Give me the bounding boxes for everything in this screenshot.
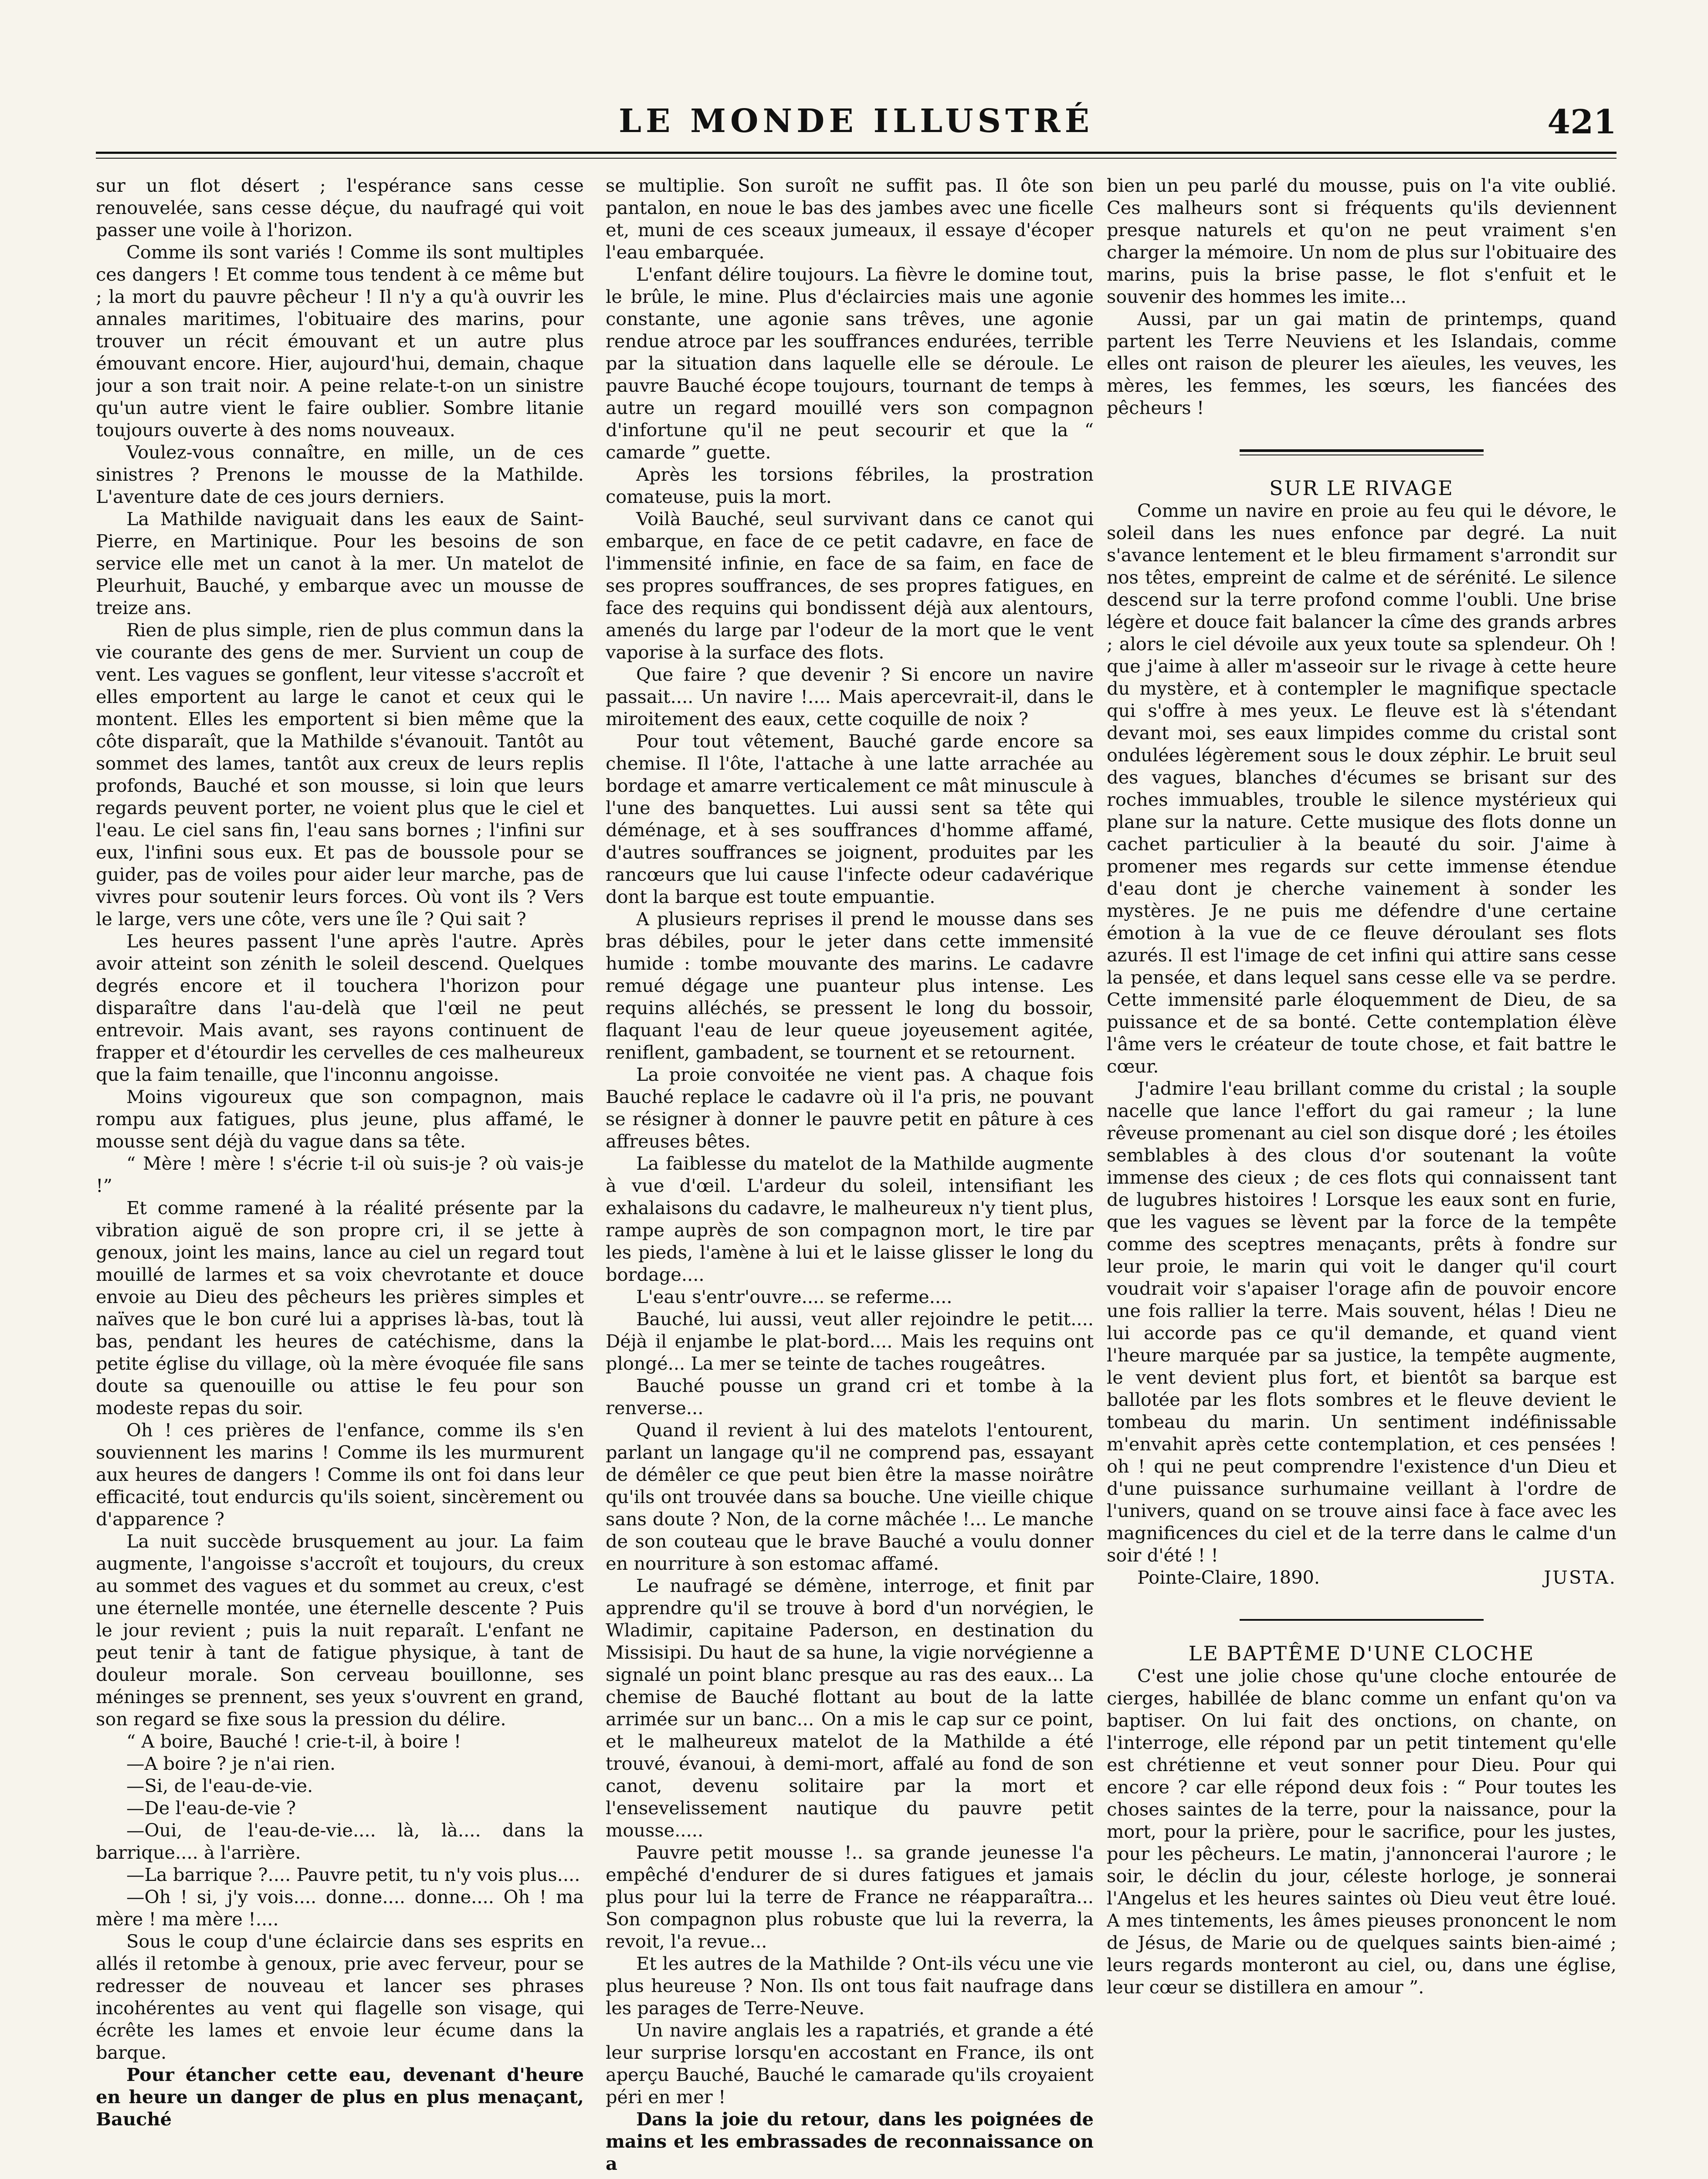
paragraph: Pour étancher cette eau, devenant d'heure en heure un danger de plus en plus menaçant, Bauché [96, 2064, 584, 2130]
column-2 [606, 174, 1094, 2179]
column-1 [96, 174, 584, 2179]
paragraph: bien un peu parlé du mousse, puis on l'a vite oublié. Ces malheurs sont si fréquents qu'ils deviennent presque naturels et qu'on ne peut vraiment s'en charger la mémoire. Un nom de plus sur l'obituaire des marins, puis la brise passe, le flot s'enfuit et le souvenir des hommes les imite... [1107, 175, 1616, 307]
section-separator [1240, 449, 1484, 455]
paragraph: Bauché, lui aussi, veut aller rejoindre le petit.... Déjà il enjambe le plat-bord.... Mais les requins ont plongé... La mer se teinte de taches rougeâtres. [606, 1308, 1094, 1374]
place-date: Pointe-Claire, 1890. [1137, 1567, 1320, 1588]
paragraph: Que faire ? que devenir ? Si encore un navire passait.... Un navire !.... Mais apercevrait-il, dans le miroitement des eaux, cette coquille de noix ? [606, 664, 1094, 730]
paragraph: A plusieurs reprises il prend le mousse dans ses bras débiles, pour le jeter dans cette immensité humide : tombe mouvante des marins. Le cadavre remué dégage une puanteur plus intense. Les requins alléchés, se pressent le long du bossoir, flaquant l'eau de leur queue joyeusement agitée, reniflent, gambadent, se tournent et se retournent. [606, 908, 1094, 1063]
paragraph: Rien de plus simple, rien de plus commun dans la vie courante des gens de mer. Survient un coup de vent. Les vagues se gonflent, leur vitesse s'accroît et elles emportent au large le canot et ceux qui le montent. Elles les emportent si bien même que la côte disparaît, que la Mathilde s'évanouit. Tantôt au sommet des lames, tantôt aux creux de leurs replis profonds, Bauché et son mousse, si loin que leurs regards peuvent porter, ne voient plus que le ciel et l'eau. Le ciel sans fin, l'eau sans bornes ; l'infini sur eux, l'infini sous eux. Et pas de boussole pour se guider, pas de voiles pour aider leur marche, pas de vivres pour soutenir leurs forces. Où vont ils ? Vers le large, vers une côte, vers une île ? Qui sait ? [96, 619, 584, 930]
paragraph: —La barrique ?.... Pauvre petit, tu n'y vois plus.... [126, 1864, 580, 1885]
page-number: 421 [1547, 102, 1616, 141]
paragraph: —Si, de l'eau-de-vie. [126, 1775, 313, 1796]
paragraph: L'enfant délire toujours. La fièvre le domine tout, le brûle, le mine. Plus d'éclaircies mais une agonie constante, une agonie sans trêves, une agonie rendue atroce par les souffrances endurées, terrible par la situation dans laquelle elle se déroule. Le pauvre Bauché écope toujours, tournant de temps à autre un regard mouillé vers son compagnon d'infortune qu'il ne peut secourir et que la “ camarde ” guette. [606, 264, 1094, 463]
paragraph: C'est une jolie chose qu'une cloche entourée de cierges, habillée de blanc comme un enfant qu'on va baptiser. On lui fait des onctions, on chante, on l'interroge, elle répond par un petit tintement qu'elle est chrétienne et veut sonner pour Dieu. Pour qui encore ? car elle répond deux fois : “ Pour toutes les choses saintes de la terre, pour la naissance, pour la mort, pour la prière, pour le sacrifice, pour les justes, pour les pêcheurs. Le matin, j'annoncerai l'aurore ; le soir, le déclin du jour, céleste horloge, je sonnerai l'Angelus et les heures saintes où Dieu veut être loué. A mes tintements, les âmes pieuses prononcent le nom de Jésus, de Marie ou de quelques saints bien-aimé ; leurs regards monteront au ciel, ou, dans une église, leur cœur se distillera en amour ”. [1107, 1665, 1616, 1998]
author-signature: JUSTA. [1544, 1567, 1616, 1588]
paragraph: Pour tout vêtement, Bauché garde encore sa chemise. Il l'ôte, l'attache à une latte arrachée au bordage et amarre verticalement ce mât minuscule à l'une des banquettes. Lui aussi sent sa tête qui déménage, et à ses souffrances d'homme affamé, d'autres souffrances se joignent, produites par les rancœurs que lui cause l'infecte odeur cadavérique dont la barque est toute empuantie. [606, 730, 1094, 907]
paragraph: —Oh ! si, j'y vois.... donne.... donne.... Oh ! ma mère ! ma mère !.... [96, 1886, 584, 1930]
paragraph: L'eau s'entr'ouvre.... se referme.... [636, 1286, 952, 1307]
paragraph: La proie convoitée ne vient pas. A chaque fois Bauché replace le cadavre où il l'a pris, ne pouvant se résigner à donner le pauvre petit en pâture à ces affreuses bêtes. [606, 1064, 1094, 1152]
paragraph: Pauvre petit mousse !.. sa grande jeunesse l'a empêché d'endurer de si dures fatigues et jamais plus pour lui la terre de France ne réapparaîtra... Son compagnon plus robuste que lui la reverra, la revoit, l'a revue... [606, 1842, 1094, 1952]
paragraph: “ Mère ! mère ! s'écrie t-il où suis-je ? où vais-je !” [96, 1153, 584, 1196]
paragraph: Un navire anglais les a rapatriés, et grande a été leur surprise lorsqu'en accostant en France, ils ont aperçu Bauché, Bauché le camarade qu'ils croyaient péri en mer ! [606, 2019, 1094, 2108]
header-rule [96, 152, 1616, 154]
paragraph: —Oui, de l'eau-de-vie.... là, là.... dans la barrique.... à l'arrière. [96, 1819, 584, 1863]
paragraph: Oh ! ces prières de l'enfance, comme ils s'en souviennent les marins ! Comme ils les murmurent aux heures de dangers ! Comme ils ont foi dans leur efficacité, tout endurcis qu'ils soient, sincèrement ou d'apparence ? [96, 1419, 584, 1530]
paragraph: La faiblesse du matelot de la Mathilde augmente à vue d'œil. L'ardeur du soleil, intensifiant les exhalaisons du cadavre, le malheureux n'y tient plus, rampe auprès de son compagnon mort, le tire par les pieds, l'amène à lui et le laisse glisser le long du bordage.... [606, 1153, 1094, 1285]
paragraph: Moins vigoureux que son compagnon, mais rompu aux fatigues, plus jeune, plus affamé, le mousse sent déjà du vague dans sa tête. [96, 1086, 584, 1152]
section-title-rivage: SUR LE RIVAGE [1269, 476, 1454, 500]
paragraph: Comme ils sont variés ! Comme ils sont multiples ces dangers ! Et comme tous tendent à ce même but ; la mort du pauvre pêcheur ! Il n'y a qu'à ouvrir les annales maritimes, l'obituaire des marins, pour trouver un récit émouvant et un autre plus émouvant encore. Hier, aujourd'hui, demain, chaque jour a son trait noir. A peine relate-t-on un sinistre qu'un autre vient le faire oublier. Sombre litanie toujours ouverte à des noms nouveaux. [96, 241, 584, 441]
page-header [96, 102, 1616, 150]
masthead-title: LE MONDE ILLUSTRÉ [618, 102, 1094, 140]
paragraph: Voilà Bauché, seul survivant dans ce canot qui embarque, en face de ce petit cadavre, en face de l'immensité infinie, en face de sa faim, en face de ses propres souffrances, de ses propres fatigues, en face des requins qui bondissent déjà aux alentours, amenés du large par l'odeur de la mort que le vent vaporise à la surface des flots. [606, 508, 1094, 663]
paragraph: —De l'eau-de-vie ? [126, 1797, 296, 1819]
paragraph: Voulez-vous connaître, en mille, un de ces sinistres ? Prenons le mousse de la Mathilde. L'aventure date de ces jours derniers. [96, 441, 584, 507]
paragraph: La nuit succède brusquement au jour. La faim augmente, l'angoisse s'accroît et toujours, du creux au sommet des vagues et du sommet au creux, c'est une éternelle montée, une éternelle descente ? Puis le jour revient ; puis la nuit reparaît. L'enfant ne peut tenir à tant de fatigue physique, à tant de douleur morale. Son cerveau bouillonne, ses méninges se prennent, ses yeux s'ouvrent en grand, son regard se fixe sous la pression du délire. [96, 1531, 584, 1730]
paragraph: Dans la joie du retour, dans les poignées de mains et les embrassades de reconnaissance on a [606, 2108, 1094, 2174]
paragraph: Bauché pousse un grand cri et tombe à la renverse... [606, 1375, 1094, 1419]
paragraph: se multiplie. Son suroît ne suffit pas. Il ôte son pantalon, en noue le bas des jambes avec une ficelle et, muni de ces sceaux jumeaux, il essaye d'écoper l'eau embarquée. [606, 175, 1094, 263]
paragraph: sur un flot désert ; l'espérance sans cesse renouvelée, sans cesse déçue, du naufragé qui voit passer une voile à l'horizon. [96, 175, 584, 241]
paragraph: Quand il revient à lui des matelots l'entourent, parlant un langage qu'il ne comprend pas, essayant de démêler ce que peut bien être la masse noirâtre qu'ils ont trouvée dans sa bouche. Une vieille chique sans doute ? Non, de la corne mâchée !... Le manche de son couteau que le brave Bauché a voulu donner en nourriture à son estomac affamé. [606, 1419, 1094, 1574]
section-title-cloche: LE BAPTÊME D'UNE CLOCHE [1188, 1642, 1535, 1665]
section-separator [1240, 1619, 1484, 1621]
header-rule-thin [96, 158, 1616, 159]
paragraph: “ A boire, Bauché ! crie-t-il, à boire ! [126, 1731, 461, 1752]
paragraph: Le naufragé se démène, interroge, et finit par apprendre qu'il se trouve à bord d'un norvégien, le Wladimir, capitaine Paderson, en destination du Missisipi. Du haut de sa hune, la vigie norvégienne a signalé un point blanc presque au ras des eaux... La chemise de Bauché flottant au bout de la latte arrimée sur un banc... On a mis le cap sur ce point, et le malheureux matelot de la Mathilde a été trouvé, évanoui, à demi-mort, affalé au fond de son canot, devenu solitaire par la mort et l'ensevelissement nautique du pauvre petit mousse..... [606, 1575, 1094, 1841]
column-3 [1107, 174, 1616, 2179]
paragraph: Après les torsions fébriles, la prostration comateuse, puis la mort. [606, 464, 1094, 507]
paragraph: —A boire ? je n'ai rien. [126, 1753, 336, 1774]
paragraph: Les heures passent l'une après l'autre. Après avoir atteint son zénith le soleil descend. Quelques degrés encore et il touchera l'horizon pour disparaître dans l'au-delà que l'œil ne peut entrevoir. Mais avant, ses rayons continuent de frapper et d'étourdir les cervelles de ces malheureux que la faim tenaille, que l'inconnu angoisse. [96, 930, 584, 1085]
paragraph: J'admire l'eau brillant comme du cristal ; la souple nacelle que lance l'effort du gai rameur ; la lune rêveuse promenant au ciel son disque doré ; les étoiles semblables à des clous d'or soutenant la voûte immense des cieux ; de ces flots qui connaissent tant de lugubres histoires ! Lorsque les eaux sont en furie, que les vagues se lèvent par la force de la tempête comme des sceptres menaçants, prêts à fondre sur leur proie, le marin qui voit le danger qu'il court voudrait voir s'apaiser l'orage afin de pouvoir encore une fois rallier la terre. Mais souvent, hélas ! Dieu ne lui accorde pas ce qu'il demande, et quand vient l'heure marquée par sa justice, la tempête augmente, le vent devient plus fort, et bientôt sa barque est ballotée par les flots sombres et le fleuve devient le tombeau du marin. Un sentiment indéfinissable m'envahit après cette contemplation, et ces pensées ! oh ! qui ne peut comprendre l'existence d'un Dieu et d'une puissance surhumaine veillant à l'ordre de l'univers, quand on se trouve ainsi face à face avec les magnificences du ciel et de la terre dans le calme d'un soir d'été ! ! [1107, 1078, 1616, 1566]
paragraph: Et comme ramené à la réalité présente par la vibration aiguë de son propre cri, il se jette à genoux, joint les mains, lance au ciel un regard tout mouillé de larmes et sa voix chevrotante et douce envoie au Dieu des pêcheurs les prières simples et naïves que le bon curé lui a apprises là-bas, tout là bas, pendant les heures de catéchisme, dans la petite église du village, où la mère évoquée file sans doute sa quenouille ou attise le feu pour son modeste repas du soir. [96, 1197, 584, 1419]
paragraph: La Mathilde naviguait dans les eaux de Saint-Pierre, en Martinique. Pour les besoins de son service elle met un canot à la mer. Un matelot de Pleurhuit, Bauché, y embarque avec un mousse de treize ans. [96, 508, 584, 618]
paragraph: Aussi, par un gai matin de printemps, quand partent les Terre Neuviens et les Islandais, comme elles ont raison de pleurer les aïeules, les veuves, les mères, les femmes, les sœurs, les fiancées des pêcheurs ! [1107, 308, 1616, 418]
paragraph: Et les autres de la Mathilde ? Ont-ils vécu une vie plus heureuse ? Non. Ils ont tous fait naufrage dans les parages de Terre-Neuve. [606, 1953, 1094, 2019]
paragraph: Sous le coup d'une éclaircie dans ses esprits en allés il retombe à genoux, prie avec ferveur, pour se redresser de nouveau et lancer ses phrases incohérentes au vent qui flagelle son visage, qui écrête les lames et envoie leur écume dans la barque. [96, 1931, 584, 2063]
paragraph: Comme un navire en proie au feu qui le dévore, le soleil dans les nues enfonce par degré. La nuit s'avance lentement et le bleu firmament s'arrondit sur nos têtes, empreint de calme et de sérénité. Le silence descend sur la terre profond comme l'oubli. Une brise légère et douce fait balancer la cîme des grands arbres ; alors le ciel dévoile aux yeux toute sa splendeur. Oh ! que j'aime à aller m'asseoir sur le rivage à cette heure du mystère, et à contempler le magnifique spectacle qui s'offre à mes yeux. Le fleuve est là s'étendant devant moi, ses eaux limpides comme du cristal sont ondulées légèrement sous le doux zéphir. Le bruit seul des vagues, blanches d'écumes se brisant sur des roches immuables, trouble le silence mystérieux qui plane sur la nature. Cette musique des flots donne un cachet particulier à la beauté du soir. J'aime à promener mes regards sur cette immense étendue d'eau dont je cherche vainement à sonder les mystères. Je ne puis me défendre d'une certaine émotion à la vue de ce fleuve déroulant ses flots azurés. Il est l'image de cet infini qui attire sans cesse la pensée, et dans lequel sans cesse elle va se perdre. Cette immensité parle éloquemment de Dieu, de sa puissance et de sa bonté. Cette contemplation élève l'âme vers le créateur de toute chose, et fait battre le cœur. [1107, 500, 1616, 1077]
